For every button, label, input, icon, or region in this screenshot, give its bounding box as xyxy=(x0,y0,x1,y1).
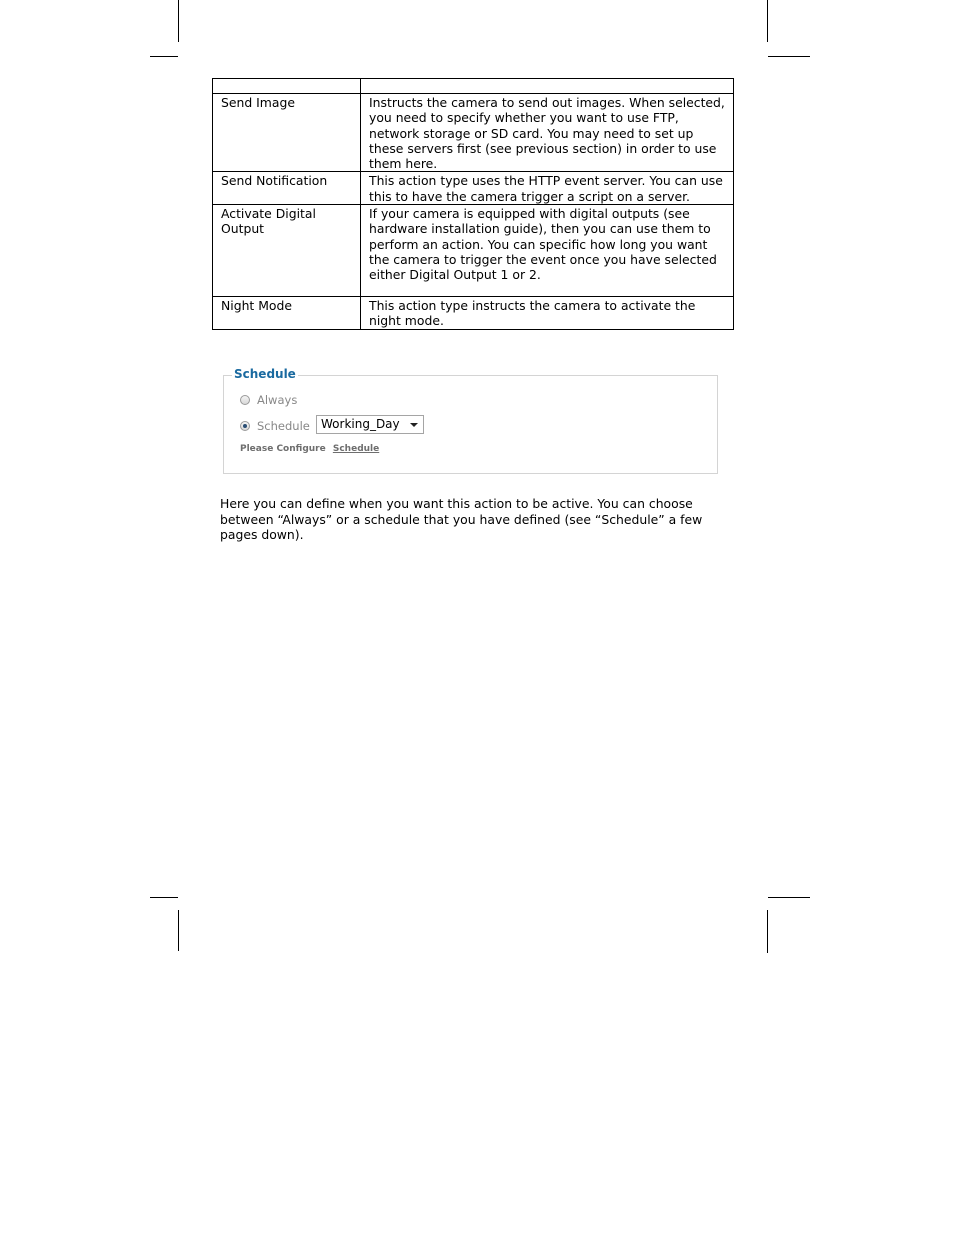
table-row xyxy=(213,205,734,297)
crop-mark xyxy=(768,897,810,898)
crop-mark xyxy=(178,910,179,951)
radio-unselected-icon[interactable] xyxy=(240,395,250,405)
table-row xyxy=(213,297,734,330)
action-name: Send Notification xyxy=(213,172,361,205)
radio-selected-icon[interactable] xyxy=(240,421,250,431)
chevron-down-icon xyxy=(410,423,418,427)
schedule-option[interactable] xyxy=(240,419,310,433)
crop-mark xyxy=(178,0,179,42)
action-name: Activate Digital Output xyxy=(213,205,361,297)
action-description: Instructs the camera to send out images. When selected, you need to specify whether you want to use FTP, network storage or SD card. You may need to set up these servers first (see previous section) in order to use them here. xyxy=(361,94,734,172)
always-label: Always xyxy=(257,393,298,407)
action-description: This action type instructs the camera to activate the night mode. xyxy=(361,297,734,330)
table-header-row xyxy=(213,79,734,94)
action-name: Night Mode xyxy=(213,297,361,330)
actions-table xyxy=(212,78,734,330)
schedule-select-value: Working_Day xyxy=(321,417,400,431)
action-description: If your camera is equipped with digital outputs (see hardware installation guide), then you can use them to perform an action. You can specific how long you want the camera to trigger the event once you have selected either Digital Output 1 or 2. xyxy=(361,205,734,297)
crop-mark xyxy=(767,0,768,42)
crop-mark xyxy=(150,897,178,898)
always-option[interactable] xyxy=(240,393,297,407)
crop-mark xyxy=(767,910,768,953)
configure-hint xyxy=(240,444,379,454)
table-header-cell xyxy=(361,79,734,94)
action-description: This action type uses the HTTP event server. You can use this to have the camera trigger a script on a server. xyxy=(361,172,734,205)
configure-text: Please Configure xyxy=(240,444,326,454)
body-paragraph: Here you can define when you want this action to be active. You can choose between “Always” or a schedule that you have defined (see “Schedule” a few pages down). xyxy=(220,496,703,542)
table-row xyxy=(213,172,734,205)
action-name: Send Image xyxy=(213,94,361,172)
crop-mark xyxy=(150,56,178,57)
crop-mark xyxy=(768,56,810,57)
table-row xyxy=(213,94,734,172)
schedule-legend: Schedule xyxy=(234,367,296,381)
configure-schedule-link[interactable]: Schedule xyxy=(332,444,380,454)
schedule-select[interactable] xyxy=(316,415,424,434)
table-header-cell xyxy=(213,79,361,94)
schedule-label: Schedule xyxy=(257,419,310,433)
